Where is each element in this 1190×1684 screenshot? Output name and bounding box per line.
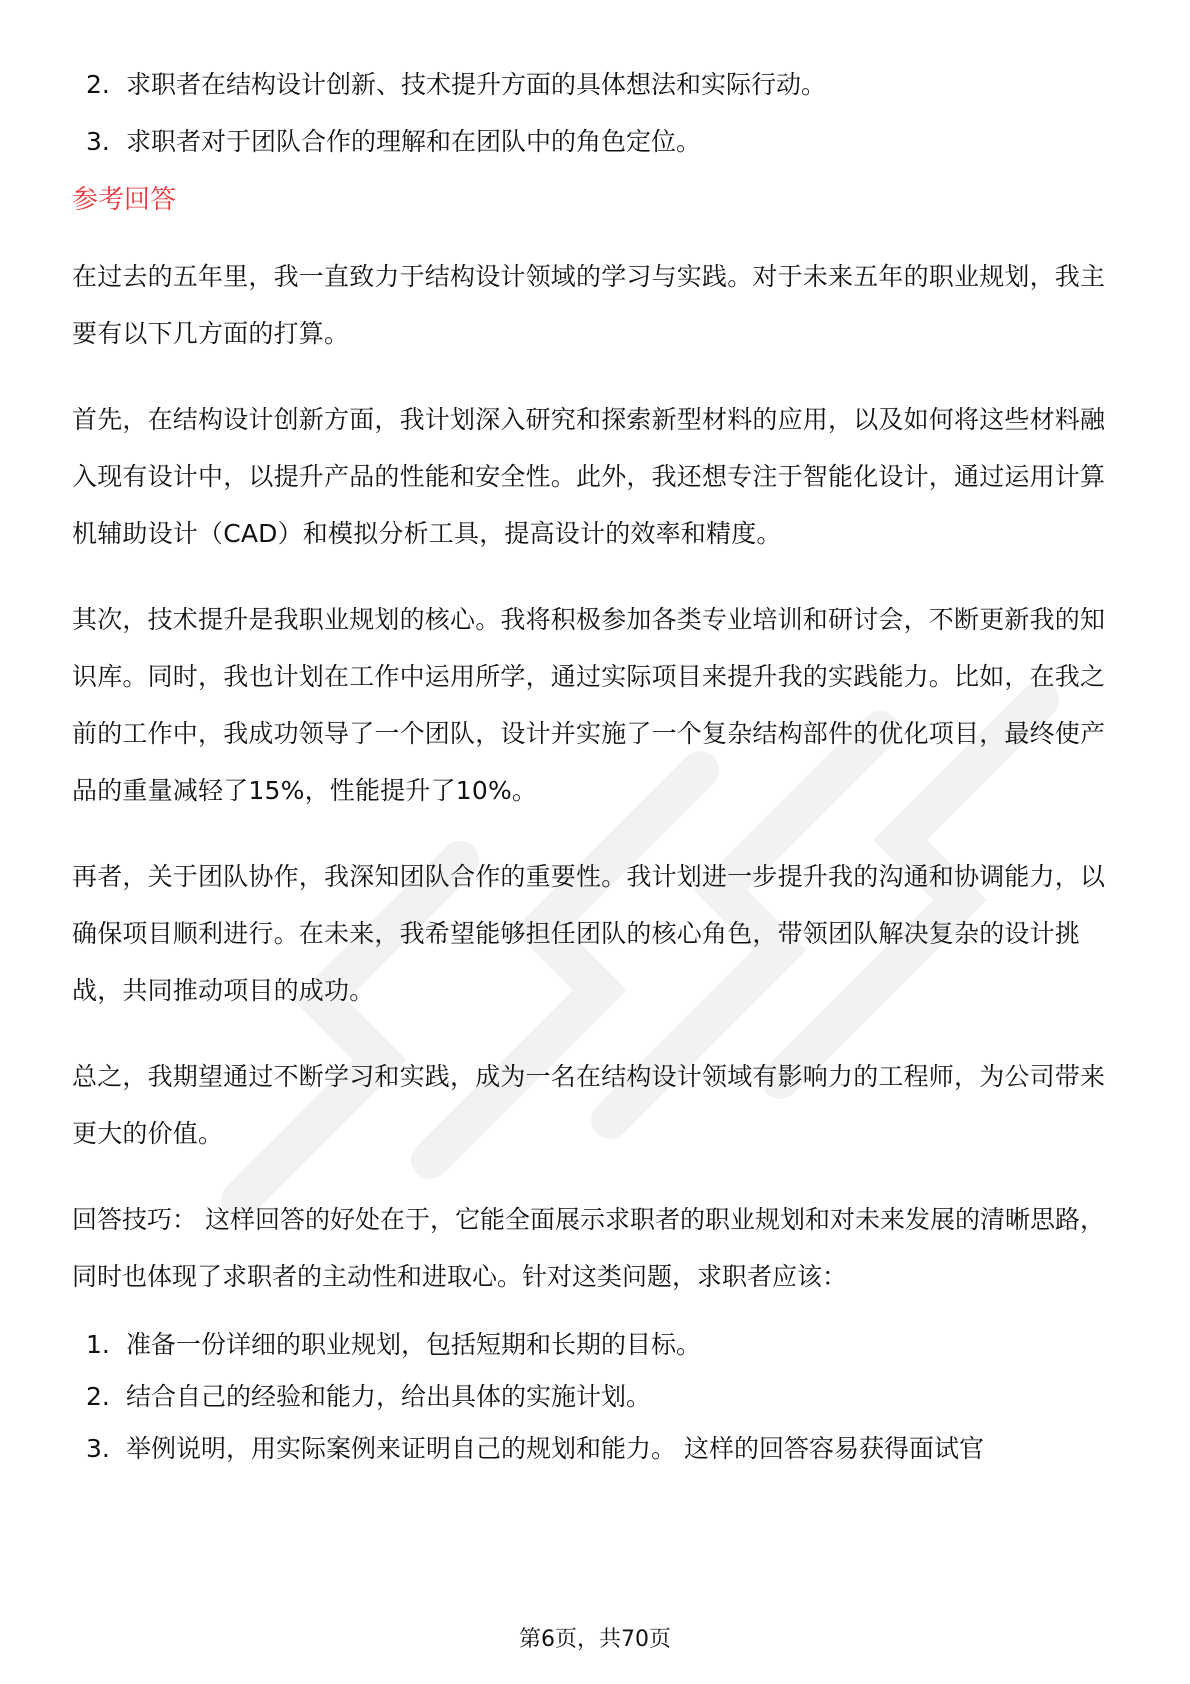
list-item-number: 1. xyxy=(86,1330,110,1359)
list-item xyxy=(72,127,1122,157)
list-item-text: 求职者在结构设计创新、技术提升方面的具体想法和实际行动。 xyxy=(126,70,827,99)
list-item-number: 2. xyxy=(86,1382,110,1411)
answer-paragraph: 总之，我期望通过不断学习和实践，成为一名在结构设计领域有影响力的工程师，为公司带来更大的价值。 xyxy=(72,1062,1106,1148)
page-number: 第6页，共70页 xyxy=(519,1627,671,1652)
list-item xyxy=(72,1382,1122,1412)
list-item-number: 2. xyxy=(86,70,110,99)
answer-tips: 回答技巧： 这样回答的好处在于，它能全面展示求职者的职业规划和对未来发展的清晰思路，同时也体现了求职者的主动性和进取心。针对这类问题，求职者应该： xyxy=(72,1205,1105,1291)
main-content xyxy=(72,70,1122,1486)
list-item xyxy=(72,70,1122,100)
tips-list xyxy=(72,1330,1122,1464)
list-item-number: 3. xyxy=(86,127,110,156)
list-item-number: 3. xyxy=(86,1434,110,1463)
list-item-text: 结合自己的经验和能力，给出具体的实施计划。 xyxy=(126,1382,652,1411)
list-item-text: 准备一份详细的职业规划，包括短期和长期的目标。 xyxy=(126,1330,702,1359)
list-item-text: 求职者对于团队合作的理解和在团队中的角色定位。 xyxy=(126,127,702,156)
answer-paragraph: 在过去的五年里，我一直致力于结构设计领域的学习与实践。对于未来五年的职业规划，我主要有以下几方面的打算。 xyxy=(72,262,1106,348)
section-title: 参考回答 xyxy=(72,185,177,215)
question-focus-list xyxy=(72,70,1122,157)
list-item xyxy=(72,1330,1122,1360)
answer-paragraph: 其次，技术提升是我职业规划的核心。我将积极参加各类专业培训和研讨会，不断更新我的知识库。同时，我也计划在工作中运用所学，通过实际项目来提升我的实践能力。比如，在我之前的工作中，我成功领导了一个团队，设计并实施了一个复杂结构部件的优化项目，最终使产品的重量减轻了15%，性能提升了10%。 xyxy=(72,605,1106,805)
answer-paragraph: 再者，关于团队协作，我深知团队合作的重要性。我计划进一步提升我的沟通和协调能力，以确保项目顺利进行。在未来，我希望能够担任团队的核心角色，带领团队解决复杂的设计挑战，共同推动项目的成功。 xyxy=(72,862,1106,1005)
list-item xyxy=(72,1434,1122,1464)
list-item-text: 举例说明，用实际案例来证明自己的规划和能力。 这样的回答容易获得面试官 xyxy=(126,1434,984,1463)
answer-paragraph: 首先，在结构设计创新方面，我计划深入研究和探索新型材料的应用，以及如何将这些材料融入现有设计中，以提升产品的性能和安全性。此外，我还想专注于智能化设计，通过运用计算机辅助设计（CAD）和模拟分析工具，提高设计的效率和精度。 xyxy=(72,405,1106,548)
